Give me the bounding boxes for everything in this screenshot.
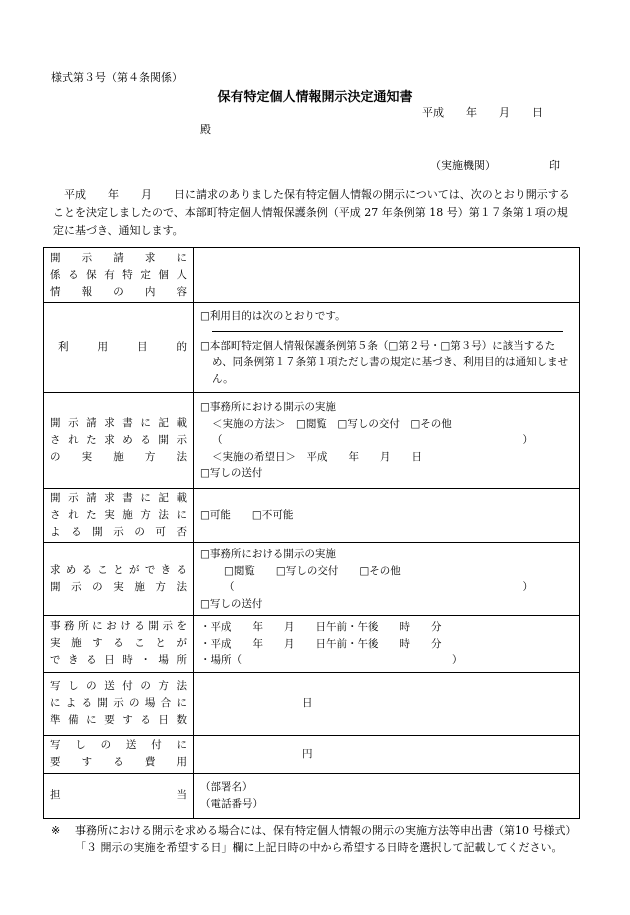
form-number: 様式第３号（第４条関係） [51, 71, 183, 84]
label-requested-method: 開示請求書に記載 された求める開示 の 実 施 方 法 [44, 393, 194, 489]
department-name: （部署名） [200, 781, 253, 793]
purpose-underline [212, 331, 563, 332]
phone-number: （電話番号） [200, 797, 263, 810]
label-contact: 担 当 [44, 773, 194, 818]
intro-paragraph: 平成 年 月 日に請求のありました保有特定個人情報の開示については、次のとおり開示することを決定しましたので、本部町特定個人情報保護条例（平成 27 年条例第 18 号）第１７条第１項の規定に基づき、通知します。 [53, 188, 570, 237]
row-preparation-days [44, 672, 580, 735]
purpose-option-1: □利用目的は次のとおりです。 [200, 310, 346, 322]
value-requested-info [194, 248, 580, 303]
value-method-possibility: □可能 □不可能 [194, 489, 580, 543]
seal-mark: 印 [549, 159, 560, 172]
footnote [51, 822, 576, 856]
label-available-datetime: 事務所における開示を 実施することが できる日時・場所 [44, 616, 194, 673]
value-available-method: □事務所における開示の実施 □閲覧 □写しの交付 □その他 （ ） □写しの送付 [194, 543, 580, 616]
document-title: 保有特定個人情報開示決定通知書 [217, 90, 413, 105]
label-requested-info: 開 示 請 求 に 係る保有特定個人 情 報 の 内 容 [44, 248, 194, 303]
row-shipping-cost [44, 735, 580, 773]
label-method-possibility: 開示請求書に記載 された実施方法に よる開示の可否 [44, 489, 194, 543]
row-requested-method [44, 393, 580, 489]
label-shipping-cost: 写 し の 送 付 に 要 す る 費 用 [44, 735, 194, 773]
value-available-datetime: ・平成 年 月 日午前・午後 時 分 ・平成 年 月 日午前・午後 時 分 ・場所（ ） [194, 616, 580, 673]
row-method-possibility [44, 489, 580, 543]
label-preparation-days: 写しの送付の方法 による開示の場合に 準備に要する日数 [44, 672, 194, 735]
value-purpose [194, 303, 580, 393]
value-shipping-cost: 円 [194, 735, 580, 773]
row-requested-info [44, 248, 580, 303]
note-text: 事務所における開示を求める場合には、保有特定個人情報の開示の実施方法等申出書（第10 号様式）「３ 開示の実施を希望する日」欄に上記日時の中から希望する日時を選択して記載してください。 [75, 824, 571, 854]
implementing-agency: （実施機関） [430, 159, 496, 172]
row-purpose [44, 303, 580, 393]
label-available-method: 求めることができる 開示の実施方法 [44, 543, 194, 616]
value-requested-method: □事務所における開示の実施 ＜実施の方法＞ □閲覧 □写しの交付 □その他 （ ） ＜実施の希望日＞ 平成 年 月 日 □写しの送付 [194, 393, 580, 489]
note-mark: ※ [51, 824, 61, 837]
addressee-honorific: 殿 [200, 123, 211, 136]
label-purpose: 利 用 目 的 [44, 303, 194, 393]
issue-date: 平成 年 月 日 [422, 106, 543, 119]
purpose-option-2: □本部町特定個人情報保護条例第５条（□第２号・□第３号）に該当するため、同条例第１７条第１項ただし書の規定に基づき、利用目的は通知しません。 [200, 339, 569, 385]
row-contact [44, 773, 580, 818]
value-contact [194, 773, 580, 818]
value-preparation-days: 日 [194, 672, 580, 735]
row-available-datetime [44, 616, 580, 673]
row-available-method [44, 543, 580, 616]
disclosure-table [43, 247, 580, 819]
